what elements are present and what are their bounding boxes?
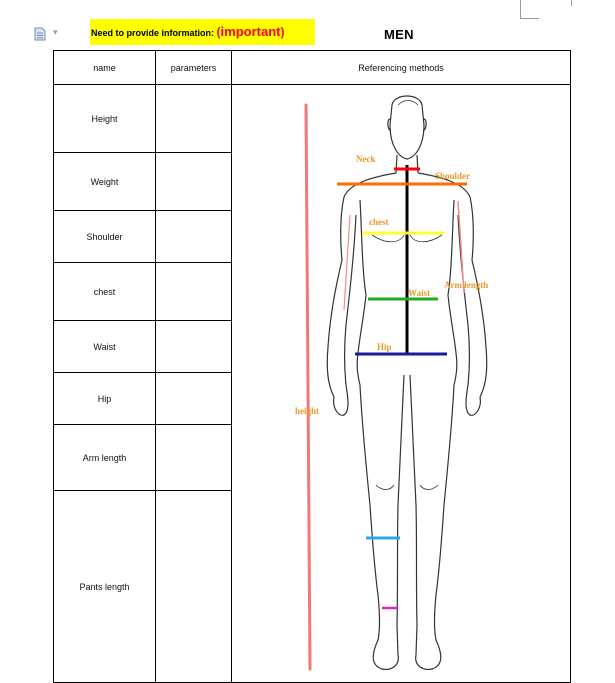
neck-label: Neck — [356, 154, 376, 164]
body-measurement-figure — [232, 85, 571, 683]
row-name-height: Height — [54, 85, 156, 153]
row-value-pants-length[interactable] — [156, 491, 232, 683]
arm-length-label: Arm length — [444, 280, 489, 290]
notice-prefix: Need to provide information: — [91, 28, 215, 38]
document-icon[interactable] — [34, 27, 46, 41]
row-name-waist: Waist — [54, 321, 156, 373]
shoulder-label: Shoulder — [435, 171, 471, 181]
crop-mark-corner — [571, 0, 572, 6]
waist-label: Waist — [408, 288, 431, 298]
row-name-hip: Hip — [54, 373, 156, 425]
row-value-height[interactable] — [156, 85, 232, 153]
row-value-weight[interactable] — [156, 153, 232, 211]
crop-mark-horizontal — [521, 18, 539, 19]
reference-figure-cell — [232, 85, 571, 683]
row-value-shoulder[interactable] — [156, 211, 232, 263]
notice-paren-close: ) — [280, 25, 285, 39]
hip-label: Hip — [377, 342, 392, 352]
row-value-arm-length[interactable] — [156, 425, 232, 491]
row-value-chest[interactable] — [156, 263, 232, 321]
height-label: height — [295, 406, 320, 416]
important-notice — [90, 19, 315, 45]
notice-paren-open: ( — [216, 25, 221, 39]
chest-label: chest — [369, 217, 389, 227]
notice-important: important — [220, 24, 281, 39]
row-name-shoulder: Shoulder — [54, 211, 156, 263]
row-name-arm-length: Arm length — [54, 425, 156, 491]
column-header-parameters: parameters — [156, 51, 232, 85]
crop-mark-vertical — [520, 0, 521, 19]
column-header-name: name — [54, 51, 156, 85]
row-name-chest: chest — [54, 263, 156, 321]
row-value-waist[interactable] — [156, 321, 232, 373]
row-value-hip[interactable] — [156, 373, 232, 425]
page-title: MEN — [384, 27, 414, 42]
height-guide-line — [306, 105, 310, 669]
measurement-table — [53, 50, 571, 683]
row-name-weight: Weight — [54, 153, 156, 211]
dropdown-caret-icon[interactable]: ▾ — [53, 27, 58, 37]
row-name-pants-length: Pants length — [54, 491, 156, 683]
column-header-referencing-methods: Referencing methods — [232, 51, 571, 85]
